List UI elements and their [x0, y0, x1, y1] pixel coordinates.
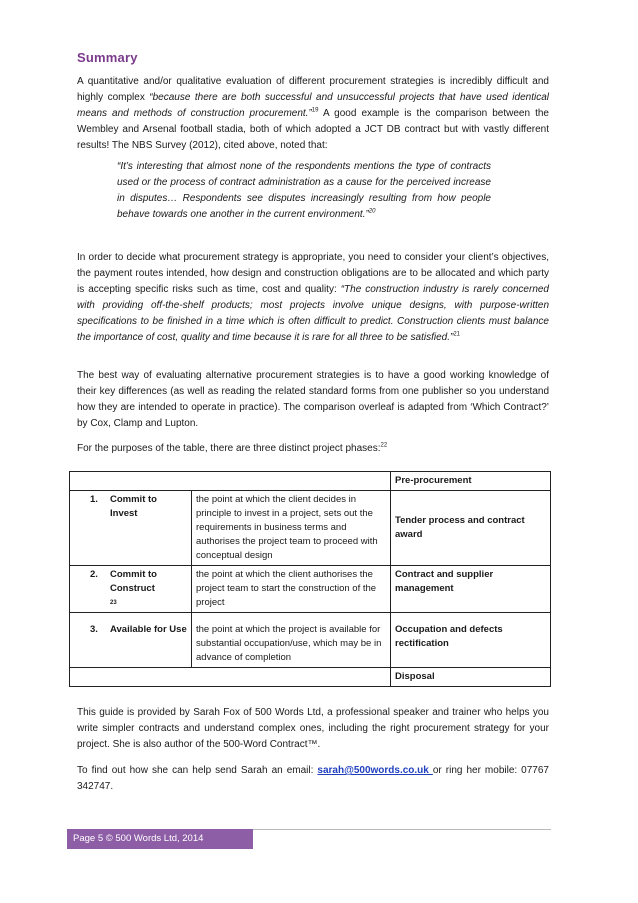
milestone-name: Commit to Invest [110, 494, 157, 519]
table-cell-phase: Disposal [391, 668, 551, 687]
strategy-text: In order to decide what procurement strategy is appropriate, you need to consider your client’s objectives, the payment routes intended, how design and construction obligations are to be allocated and which party is accepting specific risks such as time, cost and quality: [77, 252, 549, 295]
block-quote [117, 159, 491, 223]
table-cell-description: the point at which the client authorises the project team to start the construction of the project [192, 566, 391, 613]
table-cell-description: the point at which the client decides in principle to invest in a project, sets out the requirements in business terms and authorises the project team to proceed with conceptual design [192, 491, 391, 566]
table-cell-milestone [70, 491, 192, 566]
author-paragraph: This guide is provided by Sarah Fox of 500 Words Ltd, a professional speaker and trainer who helps you write simpler contracts and understand complex ones, including the right procurement strategy for your project. She is also author of the 500-Word Contract™. [77, 707, 549, 750]
table-row [70, 668, 551, 687]
table-cell-empty [70, 668, 391, 687]
milestone-name: Available for Use [110, 624, 187, 635]
table-cell-phase: Pre-procurement [391, 472, 551, 491]
table-cell-milestone [70, 613, 192, 668]
milestone-name: Commit to Construct [110, 569, 157, 594]
milestone-number: 2. [90, 569, 98, 580]
page-footer: Page 5 © 500 Words Ltd, 2014 [67, 829, 253, 849]
table-row [70, 472, 551, 491]
table-row [70, 566, 551, 613]
strategy-paragraph [77, 250, 549, 346]
table-cell-description: the point at which the project is available for substantial occupation/use, which may be in advance of completion [192, 613, 391, 668]
table-cell-phase: Contract and supplier management [391, 566, 551, 613]
footnote-ref: 23 [110, 600, 117, 606]
table-cell-empty [70, 472, 391, 491]
block-quote-text: “It’s interesting that almost none of the respondents mentions the type of contracts used or the process of contract administration as a cause for the perceived increase in disputes… Respondents see disputes increasingly resulting from how people behave towards one another in the current environment.” [117, 161, 491, 220]
table-cell-phase: Occupation and defects rectification [391, 613, 551, 668]
table-row [70, 491, 551, 566]
footnote-ref: 20 [368, 208, 376, 215]
table-cell-milestone [70, 566, 192, 613]
contact-text-cont: or ring her mobile: 07767 342747. [77, 765, 549, 792]
strategy-quote: “The construction industry is rarely concerned with providing off-the-shelf products; most projects involve unique designs, with purpose-written specifications to be finished in a time which is often difficult to predict. Construction clients must balance the importance of cost, quality and time because it is rare for all three to be satisfied.” [77, 284, 549, 343]
phases-intro [77, 441, 549, 457]
contact-text: To find out how she can help send Sarah an email: [77, 765, 318, 776]
footnote-ref: 21 [453, 331, 460, 338]
milestone-number: 1. [90, 494, 98, 505]
email-link[interactable]: sarah@500words.co.uk [317, 765, 433, 776]
table-row [70, 613, 551, 668]
table-cell-phase: Tender process and contract award [391, 491, 551, 566]
footnote-ref: 22 [380, 442, 388, 449]
milestone-number: 3. [90, 624, 98, 635]
evaluation-paragraph: The best way of evaluating alternative procurement strategies is to have a good working knowledge of their key differences (as well as reading the related standard forms from one publisher so you understand how they are intended to operate in practice). The comparison overleaf is adapted from ‘Which Contract?’ by Cox, Clamp and Lupton. [77, 370, 549, 429]
phases-table [69, 471, 551, 687]
phases-intro-text: For the purposes of the table, there are three distinct project phases: [77, 443, 381, 454]
intro-text: A quantitative and/or qualitative evaluation of different procurement strategies is incredibly difficult and highly complex [77, 76, 549, 103]
intro-paragraph [77, 74, 549, 154]
footnote-ref: 19 [311, 107, 319, 114]
intro-text-cont: A good example is the comparison between the Wembley and Arsenal football stadia, both of which adopted a JCT DB contract but with vastly different results! The NBS Survey (2012), cited above, noted that: [77, 108, 549, 151]
intro-quote: “because there are both successful and unsuccessful projects that have used identical means and methods of construction procurement.” [77, 92, 549, 119]
contact-paragraph [77, 763, 549, 795]
section-heading: Summary [77, 50, 138, 65]
